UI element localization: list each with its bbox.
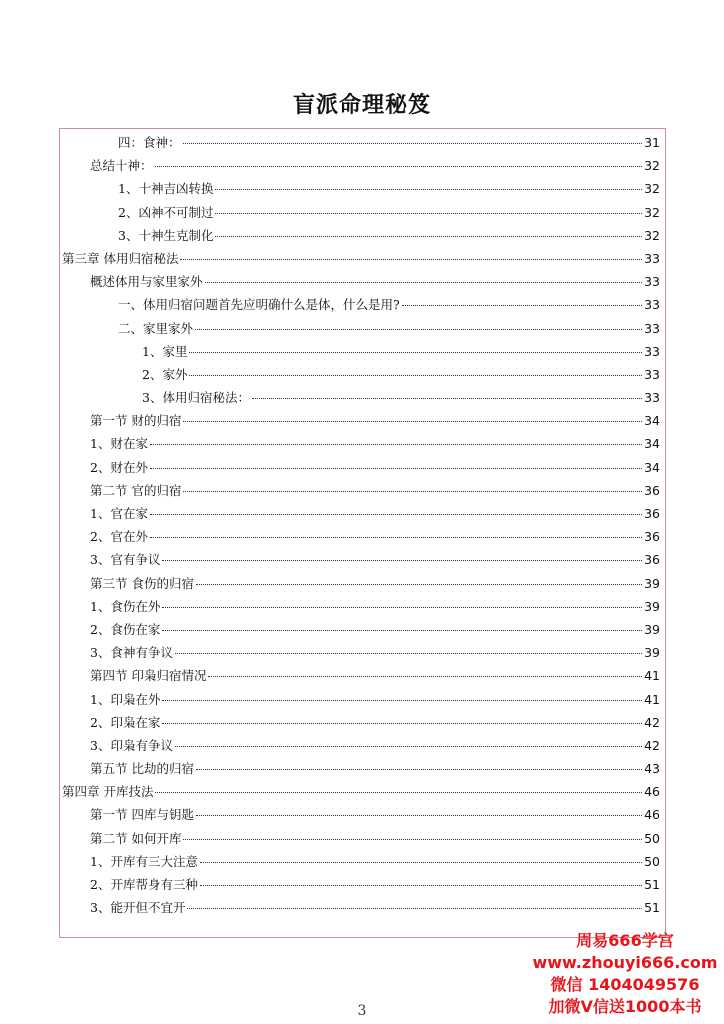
toc-entry[interactable] — [62, 620, 660, 643]
toc-entry-page: 36 — [644, 529, 660, 545]
toc-entry[interactable] — [62, 342, 660, 365]
toc-entry[interactable] — [62, 388, 660, 411]
toc-entry-label: 2、开库帮身有三种 — [90, 877, 198, 892]
toc-entry-label: 第五节 比劫的归宿 — [90, 761, 194, 777]
toc-entry[interactable] — [62, 272, 660, 295]
toc-entry-label: 二、家里家外 — [118, 320, 194, 336]
toc-entry[interactable] — [62, 249, 660, 272]
dot-leader — [195, 329, 642, 330]
toc-entry-label: 3、体用归宿秘法： — [142, 390, 250, 406]
toc-entry-label: 四：食神： — [118, 135, 181, 150]
dot-leader — [150, 537, 642, 538]
dot-leader — [187, 908, 642, 909]
toc-entry-label: 1、财在家 — [90, 436, 148, 452]
toc-entry-label: 1、印枭在外 — [90, 691, 161, 707]
toc-entry-page: 41 — [644, 668, 660, 684]
toc-entry-page: 36 — [644, 506, 660, 521]
toc-entry[interactable] — [62, 875, 660, 898]
dot-leader — [150, 514, 642, 515]
watermark-line: www.zhouyi666.com — [532, 953, 718, 972]
toc-entry-page: 32 — [644, 227, 660, 243]
toc-entry-page: 34 — [644, 459, 660, 475]
toc-entry[interactable] — [62, 643, 660, 666]
dot-leader — [183, 839, 642, 840]
dot-leader — [215, 236, 642, 237]
dot-leader — [162, 560, 642, 561]
toc-entry-label: 2、财在外 — [90, 459, 148, 475]
toc-entry-page: 41 — [644, 691, 660, 707]
toc-entry[interactable] — [62, 829, 660, 852]
toc-entry-label: 2、食伤在家 — [90, 621, 161, 637]
toc-entry-label: 概述体用与家里家外 — [90, 274, 203, 290]
dot-leader — [196, 815, 642, 816]
toc-entry[interactable] — [62, 550, 660, 573]
dot-leader — [189, 375, 642, 376]
toc-entry[interactable] — [62, 898, 660, 921]
toc-entry-label: 2、官在外 — [90, 529, 148, 545]
toc-entry[interactable] — [62, 365, 660, 388]
toc-entry[interactable] — [62, 226, 660, 249]
dot-leader — [150, 468, 642, 469]
toc-entry-page: 46 — [644, 807, 660, 823]
toc-entry-page: 39 — [644, 575, 660, 591]
toc-entry-page: 43 — [644, 761, 660, 777]
toc-entry-page: 50 — [644, 853, 660, 869]
toc-entry-label: 1、十神吉凶转换 — [118, 181, 214, 197]
toc-entry[interactable] — [62, 203, 660, 226]
dot-leader — [189, 352, 642, 353]
dot-leader — [200, 862, 642, 863]
toc-entry-label: 3、官有争议 — [90, 552, 161, 568]
dot-leader — [183, 421, 642, 422]
toc-entry-label: 3、印枭有争议 — [90, 737, 173, 753]
toc-entry-label: 第二节 如何开库 — [90, 830, 182, 846]
dot-leader — [180, 259, 642, 260]
toc-entry-page: 51 — [644, 877, 660, 892]
dot-leader — [162, 723, 642, 724]
toc-entry-label: 第四节 印枭归宿情况 — [90, 668, 207, 684]
dot-leader — [155, 166, 643, 167]
toc-entry-page: 42 — [644, 714, 660, 730]
toc-entry-page: 36 — [644, 482, 660, 498]
toc-entry[interactable] — [62, 782, 660, 805]
toc-entry-page: 46 — [644, 784, 660, 800]
toc-entry-page: 33 — [644, 320, 660, 336]
toc-entry-page: 33 — [644, 366, 660, 382]
toc-entry[interactable] — [62, 319, 660, 342]
toc-entry-label: 一、体用归宿问题首先应明确什么是体，什么是用? — [118, 297, 400, 313]
dot-leader — [402, 305, 642, 306]
toc-entry-label: 3、能开但不宜开 — [90, 900, 186, 916]
toc-entry-label: 2、印枭在家 — [90, 714, 161, 730]
toc-entry[interactable] — [62, 666, 660, 689]
toc-entry-label: 第三章 体用归宿秘法 — [62, 250, 179, 266]
dot-leader — [215, 189, 642, 190]
page-number: 3 — [357, 1003, 367, 1019]
toc-entry-label: 第一节 财的归宿 — [90, 413, 182, 429]
dot-leader — [162, 607, 642, 608]
toc-entry-page: 51 — [644, 900, 660, 916]
toc-entry[interactable] — [62, 736, 660, 759]
dot-leader — [183, 143, 643, 144]
toc-entry-label: 第三节 食伤的归宿 — [90, 575, 194, 591]
toc-entry-page: 33 — [644, 297, 660, 313]
dot-leader — [155, 792, 642, 793]
toc-entry[interactable] — [62, 759, 660, 782]
toc-entry[interactable] — [62, 713, 660, 736]
watermark-line: 周易666学宫 — [576, 931, 674, 950]
toc-entry-page: 50 — [644, 830, 660, 846]
toc-entry-label: 3、食神有争议 — [90, 645, 173, 661]
dot-leader — [183, 491, 642, 492]
dot-leader — [205, 282, 643, 283]
toc-entry[interactable] — [62, 295, 660, 318]
toc-entry-page: 34 — [644, 413, 660, 429]
toc-entry-label: 第一节 四库与钥匙 — [90, 807, 194, 823]
watermark-line: 加微V信送1000本书 — [548, 997, 702, 1016]
dot-leader — [162, 630, 642, 631]
toc-entry[interactable] — [62, 504, 660, 527]
toc-entry-label: 1、家里 — [142, 343, 188, 359]
dot-leader — [196, 584, 642, 585]
dot-leader — [196, 769, 642, 770]
dot-leader — [150, 444, 642, 445]
dot-leader — [215, 213, 642, 214]
toc-entry-label: 1、食伤在外 — [90, 598, 161, 614]
table-of-contents — [62, 133, 660, 921]
toc-entry-page: 39 — [644, 645, 660, 661]
toc-entry-page: 34 — [644, 436, 660, 452]
toc-entry[interactable] — [62, 481, 660, 504]
toc-entry-page: 33 — [644, 343, 660, 359]
toc-entry[interactable] — [62, 458, 660, 481]
toc-entry-page: 33 — [644, 250, 660, 266]
toc-entry-label: 2、凶神不可制过 — [118, 204, 214, 220]
watermark-line: 微信 1404049576 — [550, 975, 700, 994]
toc-entry[interactable] — [62, 852, 660, 875]
toc-entry-page: 33 — [644, 390, 660, 406]
toc-entry[interactable] — [62, 156, 660, 179]
dot-leader — [200, 885, 642, 886]
toc-entry-label: 3、十神生克制化 — [118, 227, 214, 243]
toc-entry-label: 总结十神： — [90, 158, 153, 174]
dot-leader — [175, 653, 642, 654]
toc-entry[interactable] — [62, 527, 660, 550]
toc-entry[interactable] — [62, 411, 660, 434]
document-title: 盲派命理秘笈 — [292, 92, 431, 118]
toc-entry[interactable] — [62, 133, 660, 156]
toc-entry-label: 1、开库有三大注意 — [90, 853, 198, 869]
toc-entry[interactable] — [62, 690, 660, 713]
toc-entry-page: 42 — [644, 737, 660, 753]
toc-entry[interactable] — [62, 179, 660, 202]
watermark — [520, 930, 724, 1018]
toc-entry-page: 31 — [644, 135, 660, 150]
dot-leader — [208, 676, 642, 677]
toc-entry-page: 39 — [644, 598, 660, 614]
toc-entry[interactable] — [62, 597, 660, 620]
toc-entry-page: 32 — [644, 158, 660, 174]
dot-leader — [175, 746, 642, 747]
toc-entry-page: 39 — [644, 621, 660, 637]
toc-entry-page: 32 — [644, 204, 660, 220]
toc-entry-label: 第二节 官的归宿 — [90, 482, 182, 498]
toc-entry[interactable] — [62, 574, 660, 597]
toc-entry[interactable] — [62, 805, 660, 828]
toc-entry-label: 1、官在家 — [90, 506, 148, 521]
toc-entry-label: 2、家外 — [142, 366, 188, 382]
toc-entry-page: 36 — [644, 552, 660, 568]
toc-entry-page: 32 — [644, 181, 660, 197]
dot-leader — [252, 398, 642, 399]
toc-entry[interactable] — [62, 434, 660, 457]
toc-entry-page: 33 — [644, 274, 660, 290]
dot-leader — [162, 700, 642, 701]
toc-entry-label: 第四章 开库技法 — [62, 784, 154, 800]
